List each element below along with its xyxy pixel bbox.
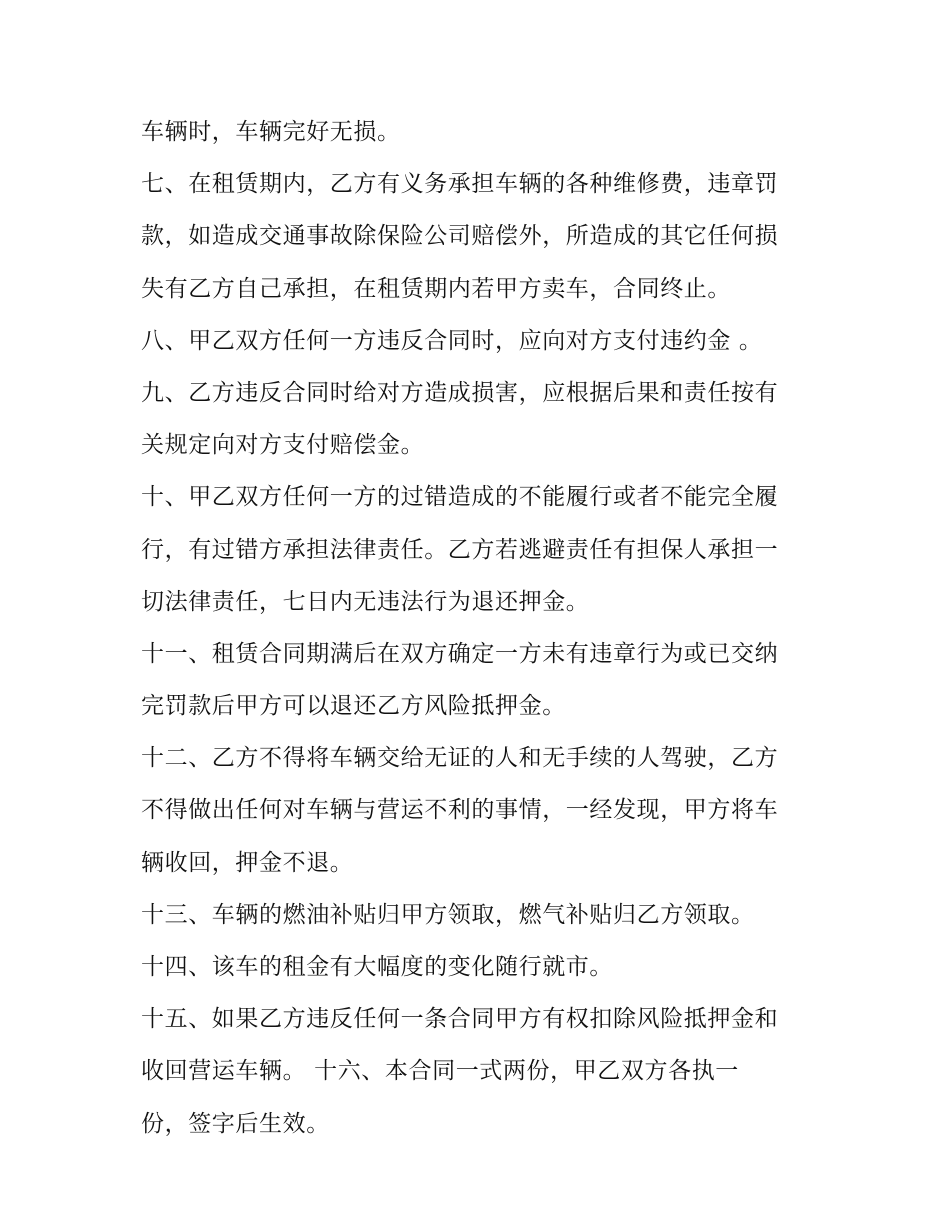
- text-line-4: 失有乙方自己承担，在租赁期内若甲方卖车，合同终止。: [141, 275, 731, 302]
- text-line-15: 辆收回，押金不退。: [141, 849, 354, 876]
- text-line-16: 十三、车辆的燃油补贴归甲方领取，燃气补贴归乙方领取。: [141, 901, 755, 928]
- text-line-11: 十一、租赁合同期满后在双方确定一方未有违章行为或已交纳: [141, 640, 779, 667]
- text-line-3: 款，如造成交通事故除保险公司赔偿外，所造成的其它任何损: [141, 223, 779, 250]
- text-line-2: 七、在租赁期内，乙方有义务承担车辆的各种维修费，违章罚: [141, 171, 779, 198]
- text-line-12: 完罚款后甲方可以退还乙方风险抵押金。: [141, 693, 566, 720]
- text-line-10: 切法律责任，七日内无违法行为退还押金。: [141, 588, 590, 615]
- text-line-1: 车辆时，车辆完好无损。: [141, 119, 401, 145]
- text-line-17: 十四、该车的租金有大幅度的变化随行就市。: [141, 954, 613, 980]
- contract-text-body: [141, 106, 821, 1150]
- text-line-5: 八、甲乙双方任何一方违反合同时，应向对方支付违约金 。: [141, 327, 763, 354]
- text-line-7: 关规定向对方支付赔偿金。: [141, 432, 425, 459]
- text-line-9: 行，有过错方承担法律责任。乙方若逃避责任有担保人承担一: [141, 536, 779, 563]
- text-line-20: 份，签字后生效。: [141, 1110, 330, 1137]
- text-line-14: 不得做出任何对车辆与营运不利的事情，一经发现，甲方将车: [141, 797, 779, 824]
- text-line-6: 九、乙方违反合同时给对方造成损害，应根据后果和责任按有: [141, 379, 779, 406]
- text-line-19: 收回营运车辆。 十六、本合同一式两份，甲乙双方各执一: [141, 1058, 739, 1085]
- text-line-8: 十、甲乙双方任何一方的过错造成的不能履行或者不能完全履: [141, 484, 779, 511]
- text-line-18: 十五、如果乙方违反任何一条合同甲方有权扣除风险抵押金和: [141, 1006, 779, 1033]
- text-line-13: 十二、乙方不得将车辆交给无证的人和无手续的人驾驶，乙方: [141, 745, 779, 772]
